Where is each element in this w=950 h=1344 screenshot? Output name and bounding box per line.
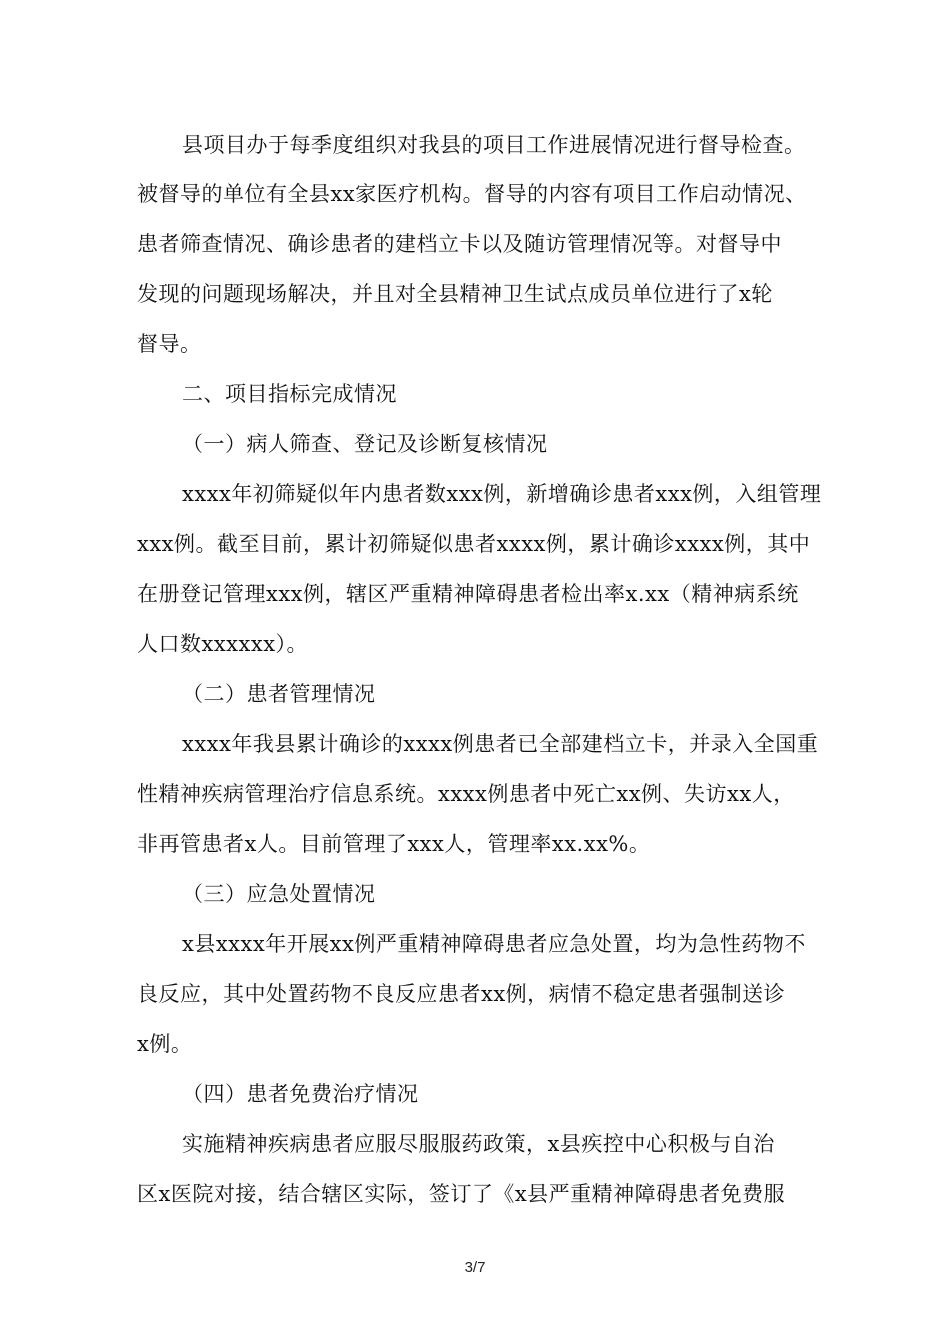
section-heading: 二、项目指标完成情况 [182, 382, 397, 406]
body-line: 性精神疾病管理治疗信息系统。xxxx例患者中死亡xx例、失访xx人， [137, 782, 795, 806]
body-line: x例。 [137, 1032, 193, 1056]
body-line: 良反应，其中处置药物不良反应患者xx例，病情不稳定患者强制送诊 [137, 982, 786, 1006]
subsection-heading: （二）患者管理情况 [182, 682, 376, 706]
body-line: xxxx年初筛疑似年内患者数xxx例，新增确诊患者xxx例，入组管理 [182, 482, 822, 506]
body-line: xxxx年我县累计确诊的xxxx例患者已全部建档立卡，并录入全国重 [182, 732, 819, 756]
body-line: 督导。 [137, 332, 202, 356]
body-line: xxx例。截至目前，累计初筛疑似患者xxxx例，累计确诊xxxx例，其中 [137, 532, 811, 556]
subsection-heading: （一）病人筛查、登记及诊断复核情况 [182, 432, 548, 456]
body-line: x县xxxx年开展xx例严重精神障碍患者应急处置，均为急性药物不 [182, 932, 806, 956]
body-line: 非再管患者x人。目前管理了xxx人，管理率xx.xx%。 [137, 832, 651, 856]
body-line: 实施精神疾病患者应服尽服服药政策，x县疾控中心积极与自治 [182, 1132, 775, 1156]
body-line: 区x医院对接，结合辖区实际，签订了《x县严重精神障碍患者免费服 [137, 1182, 786, 1206]
body-line: 患者筛查情况、确诊患者的建档立卡以及随访管理情况等。对督导中 [137, 232, 782, 256]
body-line: 县项目办于每季度组织对我县的项目工作进展情况进行督导检查。 [182, 133, 806, 157]
body-line: 发现的问题现场解决，并且对全县精神卫生试点成员单位进行了x轮 [137, 282, 773, 306]
body-line: 在册登记管理xxx例，辖区严重精神障碍患者检出率x.xx（精神病系统 [137, 582, 799, 606]
page-number: 3/7 [464, 1259, 486, 1276]
subsection-heading: （四）患者免费治疗情况 [182, 1082, 419, 1106]
subsection-heading: （三）应急处置情况 [182, 882, 376, 906]
body-line: 人口数xxxxxx）。 [137, 632, 309, 656]
body-line: 被督导的单位有全县xx家医疗机构。督导的内容有项目工作启动情况、 [137, 182, 807, 206]
